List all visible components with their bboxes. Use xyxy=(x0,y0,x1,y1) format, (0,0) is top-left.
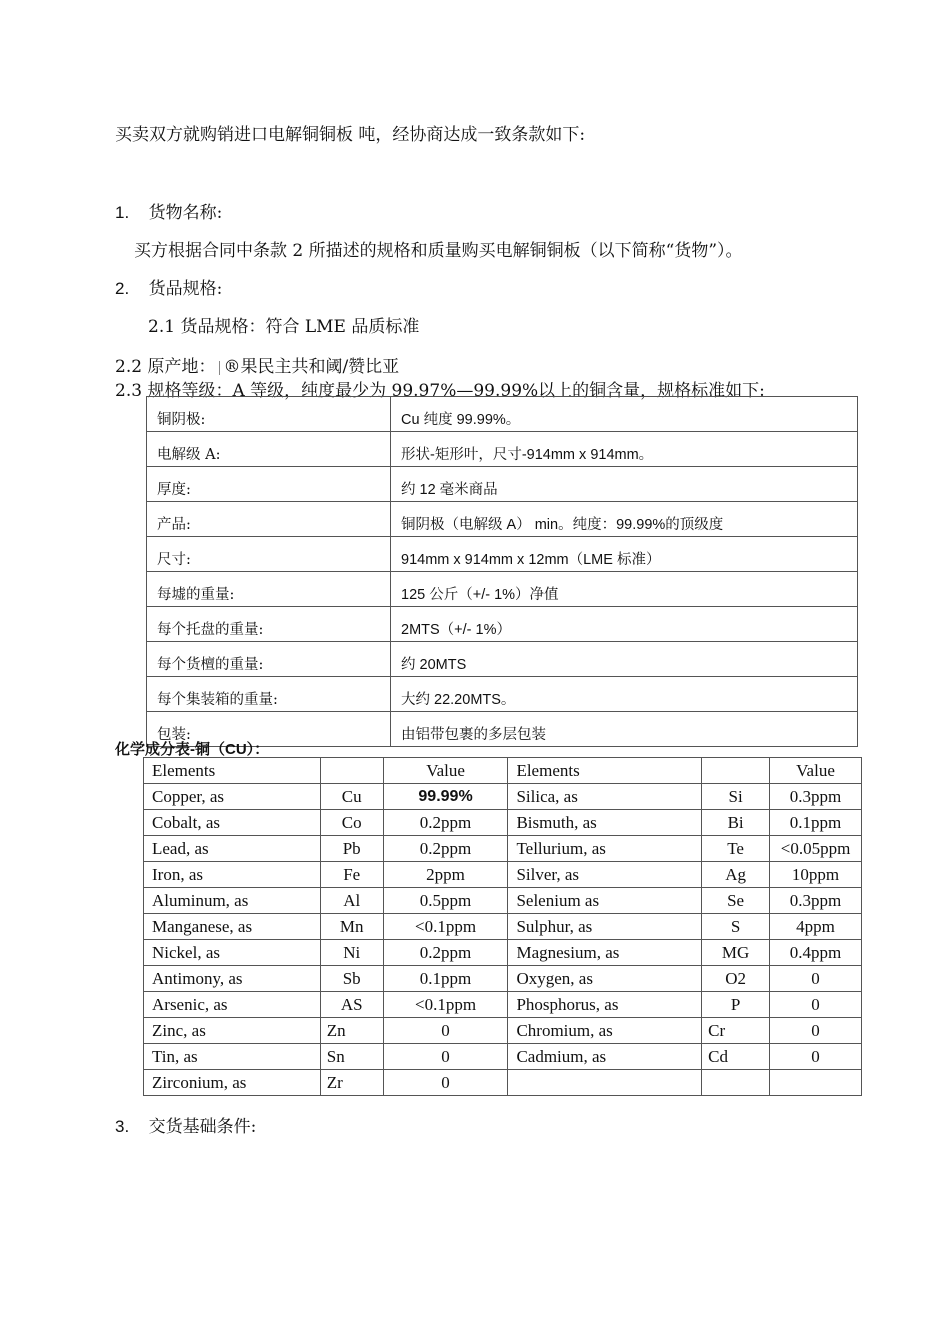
section-2-2 xyxy=(115,352,399,377)
spec-key: 产品: xyxy=(147,502,391,537)
section-1-body: 买方根据合同中条款 2 所描述的规格和质量购买电解铜铜板（以下简称“货物”）。 xyxy=(134,241,743,261)
element-name-left: Copper, as xyxy=(144,784,321,810)
section-2-heading xyxy=(115,274,222,299)
element-value-left: 0 xyxy=(383,1070,508,1096)
element-symbol-left: AS xyxy=(320,992,383,1018)
chem-table-title: 化学成分表-铜（CU）： xyxy=(115,741,270,758)
header-symbol-left xyxy=(320,758,383,784)
element-symbol-right: Cd xyxy=(702,1044,770,1070)
element-symbol-left: Sb xyxy=(320,966,383,992)
spec-key: 厚度: xyxy=(147,467,391,502)
element-name-left: Lead, as xyxy=(144,836,321,862)
spec-key: 每个集装箱的重量: xyxy=(147,677,391,712)
spec-row xyxy=(147,397,858,432)
element-value-right: 0.4ppm xyxy=(770,940,862,966)
spec-row xyxy=(147,642,858,677)
spec-key: 铜阴极: xyxy=(147,397,391,432)
spec-key: 每个货檀的重量: xyxy=(147,642,391,677)
intro-paragraph: 买卖双方就购销进口电解铜铜板 吨，经协商达成一致条款如下: xyxy=(115,125,586,145)
section-3-number: 3. xyxy=(115,1117,130,1136)
spec-value: 约 12 毫米商品 xyxy=(391,467,858,502)
element-name-right: Tellurium, as xyxy=(508,836,702,862)
section-2-3: 2.3 规格等级：A 等级，纯度最少为 99.97%—99.99%以上的铜含量，规格标准如下: xyxy=(115,381,765,401)
spec-value: 由铝带包裹的多层包装 xyxy=(391,712,858,747)
element-value-right: 10ppm xyxy=(770,862,862,888)
element-value-left: 0.1ppm xyxy=(383,966,508,992)
element-name-right: Chromium, as xyxy=(508,1018,702,1044)
element-name-left: Aluminum, as xyxy=(144,888,321,914)
chem-row xyxy=(144,1070,862,1096)
element-value-right xyxy=(770,1070,862,1096)
chem-row xyxy=(144,1018,862,1044)
chemical-composition-table xyxy=(143,757,862,1096)
element-symbol-left: Zr xyxy=(320,1070,383,1096)
element-symbol-left: Mn xyxy=(320,914,383,940)
element-value-left: 0.2ppm xyxy=(383,810,508,836)
element-name-right: Selenium as xyxy=(508,888,702,914)
spec-row xyxy=(147,467,858,502)
element-value-right: 0 xyxy=(770,992,862,1018)
spec-value: 125 公斤（+/- 1%）净值 xyxy=(391,572,858,607)
element-symbol-left: Co xyxy=(320,810,383,836)
element-symbol-left: Ni xyxy=(320,940,383,966)
section-1-heading xyxy=(115,198,222,223)
section-1-number: 1. xyxy=(115,203,130,222)
element-value-left: 99.99% xyxy=(383,784,508,810)
element-symbol-right xyxy=(702,1070,770,1096)
spec-value: 形状-矩形叶，尺寸-914mm x 914mm。 xyxy=(391,432,858,467)
element-name-right: Silica, as xyxy=(508,784,702,810)
section-2-number: 2. xyxy=(115,279,130,298)
element-value-left: <0.1ppm xyxy=(383,992,508,1018)
spec-value: 铜阴极（电解级 A） min。纯度：99.99%的顶级度 xyxy=(391,502,858,537)
element-value-right: 0 xyxy=(770,966,862,992)
element-name-right: Phosphorus, as xyxy=(508,992,702,1018)
spec-key: 尺寸: xyxy=(147,537,391,572)
chem-row xyxy=(144,784,862,810)
element-symbol-left: Zn xyxy=(320,1018,383,1044)
element-symbol-right: Bi xyxy=(702,810,770,836)
chem-row xyxy=(144,1044,862,1070)
element-value-right: 0 xyxy=(770,1018,862,1044)
spec-row xyxy=(147,537,858,572)
chem-header-row xyxy=(144,758,862,784)
element-value-right: 0.3ppm xyxy=(770,888,862,914)
element-value-left: 2ppm xyxy=(383,862,508,888)
chem-row xyxy=(144,836,862,862)
element-value-right: 0.1ppm xyxy=(770,810,862,836)
chem-row xyxy=(144,914,862,940)
spec-table xyxy=(146,396,858,747)
element-name-left: Manganese, as xyxy=(144,914,321,940)
spec-key: 包装: xyxy=(147,712,391,747)
header-value-left: Value xyxy=(383,758,508,784)
chem-row xyxy=(144,940,862,966)
section-2-title: 货品规格: xyxy=(148,279,223,299)
section-2-2-label: 2.2 原产地： xyxy=(115,357,216,377)
spec-row xyxy=(147,502,858,537)
element-symbol-right: Si xyxy=(702,784,770,810)
spec-row xyxy=(147,607,858,642)
element-symbol-right: P xyxy=(702,992,770,1018)
spec-value: Cu 纯度 99.99%。 xyxy=(391,397,858,432)
element-value-right: 0.3ppm xyxy=(770,784,862,810)
element-symbol-right: MG xyxy=(702,940,770,966)
element-name-left: Zirconium, as xyxy=(144,1070,321,1096)
element-name-right xyxy=(508,1070,702,1096)
element-name-right: Silver, as xyxy=(508,862,702,888)
chem-row xyxy=(144,862,862,888)
element-value-left: 0.2ppm xyxy=(383,940,508,966)
section-2-1: 2.1 货品规格：符合 LME 品质标准 xyxy=(148,317,420,337)
element-symbol-right: S xyxy=(702,914,770,940)
header-elements-right: Elements xyxy=(508,758,702,784)
element-symbol-right: O2 xyxy=(702,966,770,992)
element-value-right: 4ppm xyxy=(770,914,862,940)
element-name-left: Cobalt, as xyxy=(144,810,321,836)
element-name-left: Iron, as xyxy=(144,862,321,888)
element-value-left: 0.2ppm xyxy=(383,836,508,862)
element-name-right: Oxygen, as xyxy=(508,966,702,992)
section-1-title: 货物名称: xyxy=(148,203,223,223)
spec-row xyxy=(147,572,858,607)
element-name-left: Antimony, as xyxy=(144,966,321,992)
chem-row xyxy=(144,992,862,1018)
spec-value: 大约 22.20MTS。 xyxy=(391,677,858,712)
spec-key: 每个托盘的重量: xyxy=(147,607,391,642)
element-value-left: 0 xyxy=(383,1044,508,1070)
element-value-right: <0.05ppm xyxy=(770,836,862,862)
cursor-mark-icon xyxy=(219,361,220,375)
element-value-left: 0 xyxy=(383,1018,508,1044)
element-symbol-right: Cr xyxy=(702,1018,770,1044)
spec-key: 每墟的重量: xyxy=(147,572,391,607)
element-symbol-left: Cu xyxy=(320,784,383,810)
element-name-left: Nickel, as xyxy=(144,940,321,966)
spec-value: 2MTS（+/- 1%） xyxy=(391,607,858,642)
element-value-left: <0.1ppm xyxy=(383,914,508,940)
spec-value: 914mm x 914mm x 12mm（LME 标准） xyxy=(391,537,858,572)
element-symbol-right: Te xyxy=(702,836,770,862)
spec-row xyxy=(147,677,858,712)
header-elements-left: Elements xyxy=(144,758,321,784)
element-name-right: Magnesium, as xyxy=(508,940,702,966)
spec-value: 约 20MTS xyxy=(391,642,858,677)
element-value-right: 0 xyxy=(770,1044,862,1070)
header-symbol-right xyxy=(702,758,770,784)
header-value-right: Value xyxy=(770,758,862,784)
section-2-2-value: ®果民主共和阈/赞比亚 xyxy=(223,357,400,377)
element-name-left: Arsenic, as xyxy=(144,992,321,1018)
chem-row xyxy=(144,966,862,992)
element-name-left: Tin, as xyxy=(144,1044,321,1070)
element-symbol-left: Pb xyxy=(320,836,383,862)
section-3-title: 交货基础条件: xyxy=(148,1117,257,1137)
chem-row xyxy=(144,888,862,914)
element-name-right: Sulphur, as xyxy=(508,914,702,940)
chem-row xyxy=(144,810,862,836)
element-symbol-right: Se xyxy=(702,888,770,914)
element-name-right: Bismuth, as xyxy=(508,810,702,836)
element-symbol-left: Fe xyxy=(320,862,383,888)
section-3-heading xyxy=(115,1112,256,1137)
spec-key: 电解级 A: xyxy=(147,432,391,467)
element-symbol-right: Ag xyxy=(702,862,770,888)
element-name-left: Zinc, as xyxy=(144,1018,321,1044)
element-name-right: Cadmium, as xyxy=(508,1044,702,1070)
spec-row xyxy=(147,432,858,467)
element-symbol-left: Al xyxy=(320,888,383,914)
element-value-left: 0.5ppm xyxy=(383,888,508,914)
element-symbol-left: Sn xyxy=(320,1044,383,1070)
